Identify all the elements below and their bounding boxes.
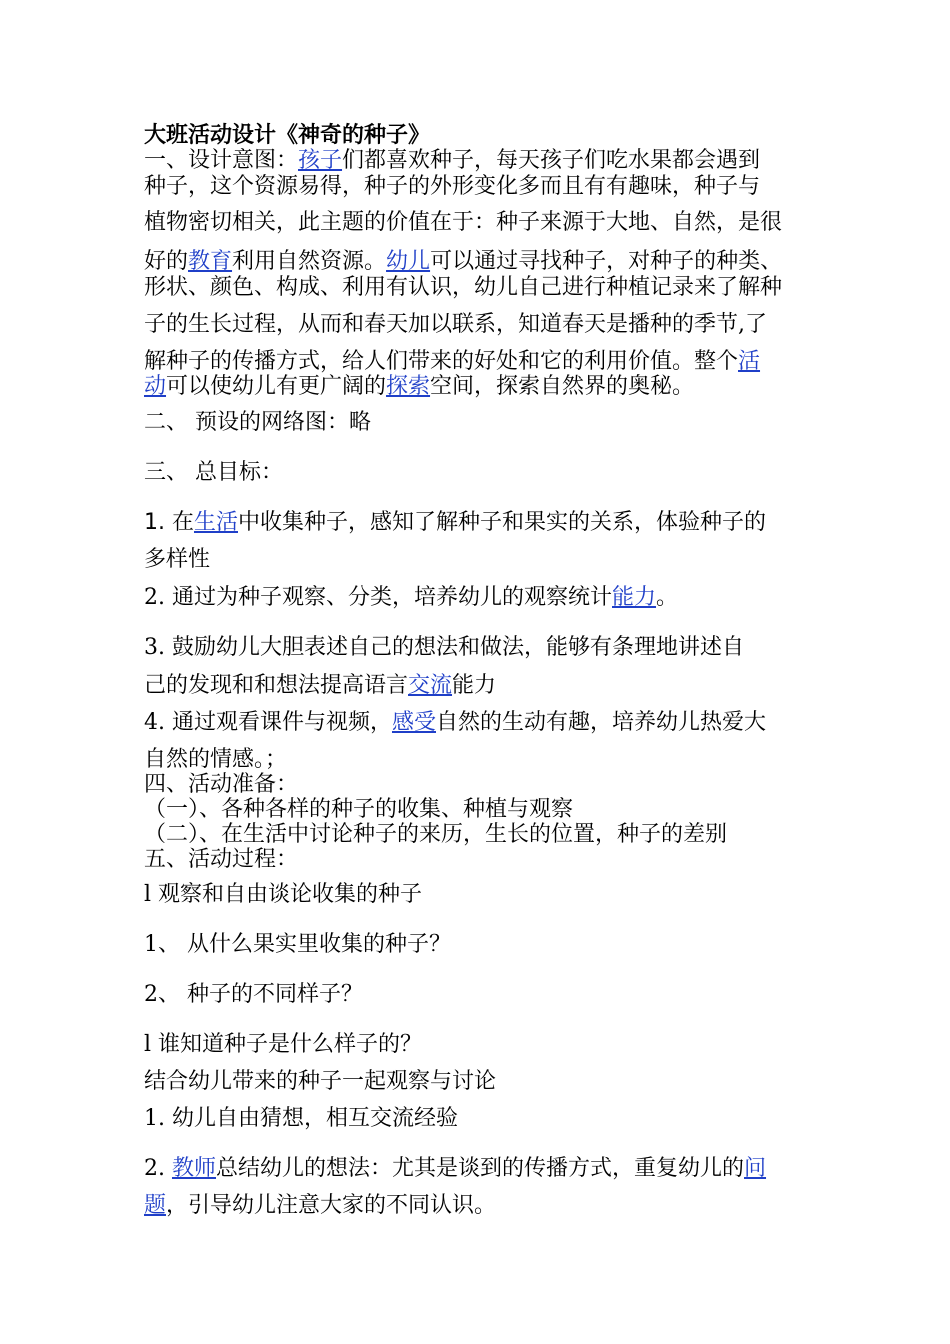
process-question-2: 2、 种子的不同样子？ (144, 982, 363, 1007)
link-haizi[interactable]: 孩子 (298, 148, 343, 173)
text: 一、设计意图： (144, 148, 299, 173)
goal-3: 3. 鼓励幼儿大胆表述自己的想法和做法，能够有条理地讲述自 (144, 635, 744, 660)
process-step-2: l 谁知道种子是什么样子的？ (144, 1032, 423, 1057)
intro-line-1 (144, 148, 760, 174)
intro-line-3: 植物密切相关，此主题的价值在于：种子来源于大地、自然，是很 (144, 210, 783, 235)
goal-3-cont (144, 673, 496, 699)
text: 。 (656, 585, 679, 610)
text: 好的 (144, 249, 189, 274)
prep-item-2: （二）、在生活中讨论种子的来历，生长的位置，种子的差别 (144, 822, 728, 847)
link-huo[interactable]: 活 (738, 349, 761, 374)
text: 能力 (452, 673, 497, 698)
goal-1 (144, 510, 766, 536)
link-dong[interactable]: 动 (144, 374, 167, 399)
text: 2. 通过为种子观察、分类，培养幼儿的观察统计 (144, 585, 612, 610)
section-3-heading: 三、 总目标： (144, 460, 283, 485)
text: ，引导幼儿注意大家的不同认识。 (166, 1193, 497, 1218)
process-point-2 (144, 1156, 766, 1182)
intro-line-7 (144, 349, 760, 375)
text: 己的发现和和想法提高语言 (144, 673, 409, 698)
prep-item-1: （一）、各种各样的种子的收集、种植与观察 (144, 797, 574, 822)
text: 可以使幼儿有更广阔的 (166, 374, 387, 399)
process-point-1: 1. 幼儿自由猜想，相互交流经验 (144, 1106, 458, 1131)
process-point-2-cont (144, 1193, 496, 1219)
text: 自然的生动有趣，培养幼儿热爱大 (436, 710, 767, 735)
section-4-heading: 四、活动准备： (144, 772, 299, 797)
goal-2 (144, 585, 678, 611)
link-jiaoliu[interactable]: 交流 (408, 673, 453, 698)
goal-4 (144, 710, 766, 736)
intro-line-4 (144, 249, 782, 275)
section-5-heading: 五、活动过程： (144, 847, 299, 872)
process-question-1: 1、 从什么果实里收集的种子？ (144, 932, 451, 957)
link-shenghuo[interactable]: 生活 (193, 510, 238, 535)
text: 解种子的传播方式，给人们带来的好处和它的利用价值。整个 (144, 349, 739, 374)
section-2-heading: 二、 预设的网络图：略 (144, 410, 371, 435)
link-ti[interactable]: 题 (144, 1193, 167, 1218)
text: 利用自然资源。 (232, 249, 387, 274)
text: 2. (144, 1156, 172, 1181)
process-step-2-desc: 结合幼儿带来的种子一起观察与讨论 (144, 1069, 497, 1094)
link-tansuo[interactable]: 探索 (386, 374, 431, 399)
intro-line-8 (144, 374, 694, 400)
link-jiaoshi[interactable]: 教师 (171, 1156, 216, 1181)
text: 可以通过寻找种子，对种子的种类、 (430, 249, 783, 274)
text: 空间，探索自然界的奥秘。 (430, 374, 695, 399)
text: 们都喜欢种子，每天孩子们吃水果都会遇到 (342, 148, 761, 173)
link-ganshou[interactable]: 感受 (391, 710, 436, 735)
link-wen[interactable]: 问 (744, 1156, 767, 1181)
document-title: 大班活动设计《神奇的种子》 (144, 122, 431, 148)
intro-line-5: 形状、颜色、构成、利用有认识，幼儿自己进行种植记录来了解种 (144, 275, 783, 300)
intro-line-2: 种子，这个资源易得，种子的外形变化多而且有有趣味，种子与 (144, 174, 761, 199)
text: 总结幼儿的想法：尤其是谈到的传播方式，重复幼儿的 (216, 1156, 745, 1181)
intro-line-6: 子的生长过程，从而和春天加以联系，知道春天是播种的季节,了 (144, 312, 767, 337)
goal-1-cont: 多样性 (144, 547, 211, 572)
text: 4. 通过观看课件与视频， (144, 710, 392, 735)
link-nengli[interactable]: 能力 (612, 585, 657, 610)
link-jiaoyu[interactable]: 教育 (188, 249, 233, 274)
goal-4-cont: 自然的情感。； (144, 747, 288, 772)
link-youer[interactable]: 幼儿 (386, 249, 431, 274)
text: 中收集种子，感知了解种子和果实的关系，体验种子的 (238, 510, 767, 535)
text: 1. 在 (144, 510, 194, 535)
process-step-1: l 观察和自由谈论收集的种子 (144, 882, 423, 907)
